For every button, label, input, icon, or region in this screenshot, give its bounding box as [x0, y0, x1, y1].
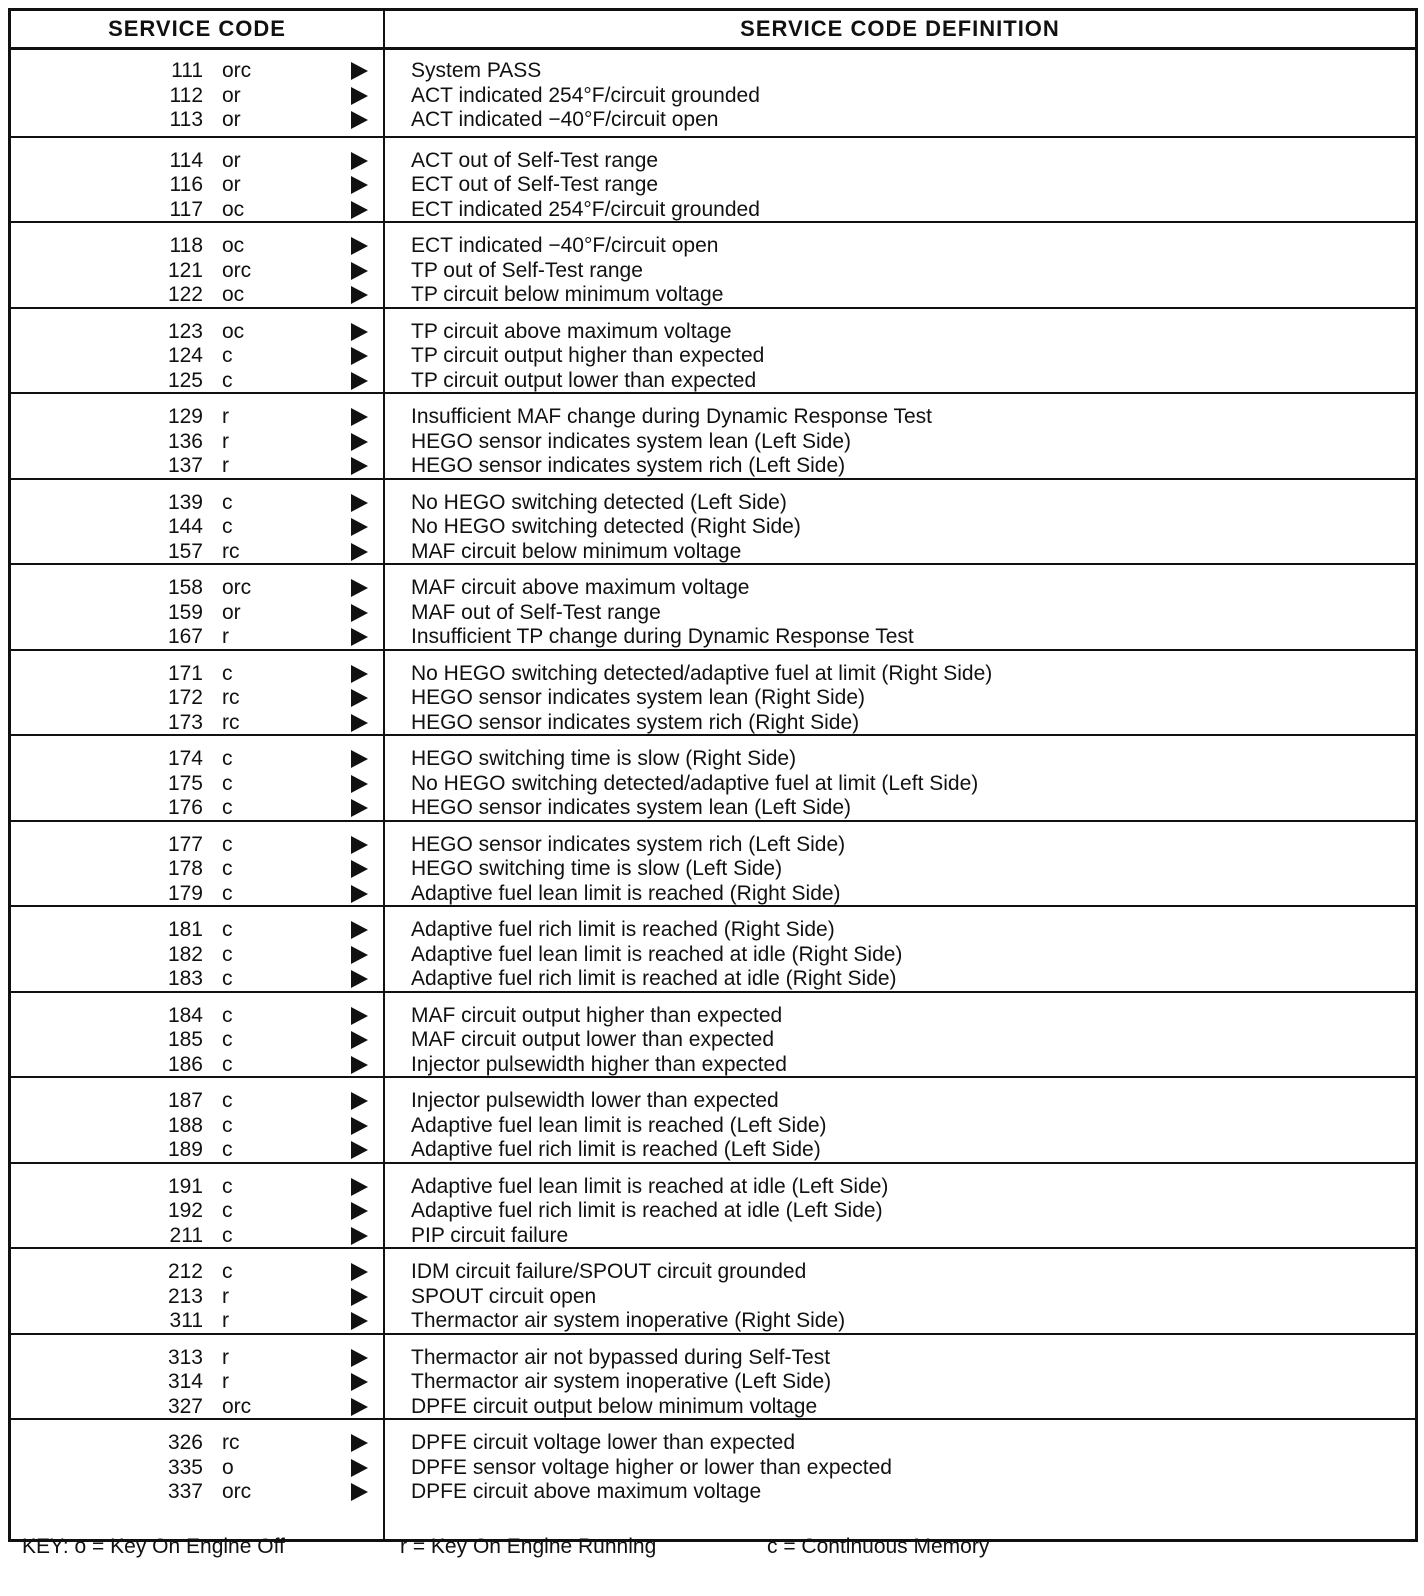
service-code-definition: Adaptive fuel lean limit is reached at idle (Left Side): [411, 1174, 889, 1198]
service-code-definition: Adaptive fuel lean limit is reached (Left Side): [411, 1113, 827, 1137]
test-mode: orc: [222, 1480, 252, 1503]
right-triangle-arrow-icon: [349, 175, 369, 195]
right-triangle-arrow-icon: [349, 1372, 369, 1392]
service-code-number: 335: [167, 1455, 203, 1479]
right-triangle-arrow-icon: [349, 1006, 369, 1026]
table-row: [11, 710, 1415, 735]
table-row: [11, 1284, 1415, 1309]
service-code-definition: Adaptive fuel rich limit is reached (Left Side): [411, 1138, 821, 1161]
test-mode: rc: [222, 539, 240, 563]
right-triangle-arrow-icon: [349, 493, 369, 513]
right-triangle-arrow-icon: [349, 432, 369, 452]
right-triangle-arrow-icon: [349, 798, 369, 818]
right-triangle-arrow-icon: [349, 407, 369, 427]
table-row: [11, 107, 1415, 132]
service-code-definition: TP circuit below minimum voltage: [411, 283, 724, 306]
test-mode: rc: [222, 710, 240, 734]
service-code-number: 116: [169, 173, 203, 196]
code-group: [11, 1247, 1415, 1332]
right-triangle-arrow-icon: [349, 236, 369, 256]
right-triangle-arrow-icon: [349, 713, 369, 733]
right-triangle-arrow-icon: [349, 1177, 369, 1197]
service-code-definition: IDM circuit failure/SPOUT circuit grounded: [411, 1260, 807, 1283]
right-triangle-arrow-icon: [349, 627, 369, 647]
test-mode: oc: [222, 283, 245, 306]
service-code-number: 137: [167, 454, 203, 477]
table-row: [11, 881, 1415, 906]
service-code-number: 114: [169, 148, 203, 172]
service-code-number: 186: [167, 1052, 203, 1076]
service-code-definition: ECT indicated −40°F/circuit open: [411, 234, 719, 257]
table-row: [11, 1088, 1415, 1113]
test-mode: or: [222, 600, 241, 624]
service-code-number: 112: [169, 83, 203, 107]
right-triangle-arrow-icon: [349, 884, 369, 904]
table-row: [11, 453, 1415, 478]
right-triangle-arrow-icon: [349, 1262, 369, 1282]
code-group: [11, 734, 1415, 819]
service-code-number: 326: [167, 1431, 203, 1454]
test-mode: orc: [222, 1394, 252, 1418]
service-code-definition: HEGO switching time is slow (Left Side): [411, 857, 783, 880]
table-row: [11, 1308, 1415, 1333]
table-row: [11, 368, 1415, 393]
table-row: [11, 1198, 1415, 1223]
right-triangle-arrow-icon: [349, 322, 369, 342]
test-mode: c: [222, 1003, 233, 1027]
test-mode: c: [222, 515, 233, 538]
right-triangle-arrow-icon: [349, 1140, 369, 1160]
test-mode: or: [222, 83, 241, 107]
header-service-code: SERVICE CODE: [108, 16, 286, 41]
service-code-definition: Thermactor air not bypassed during Self-Test: [411, 1345, 831, 1369]
code-group: [11, 221, 1415, 306]
service-code-number: 159: [167, 600, 203, 624]
table-header: [11, 11, 1415, 50]
test-mode: r: [222, 1309, 229, 1332]
service-code-number: 187: [167, 1089, 203, 1112]
table-row: [11, 490, 1415, 515]
test-mode: c: [222, 1028, 233, 1051]
code-group: [11, 1333, 1415, 1418]
table-row: [11, 83, 1415, 108]
service-code-number: 176: [167, 796, 203, 819]
service-code-definition: TP out of Self-Test range: [411, 258, 643, 282]
service-code-definition: Insufficient MAF change during Dynamic Response Test: [411, 405, 932, 428]
right-triangle-arrow-icon: [349, 969, 369, 989]
test-mode: orc: [222, 576, 252, 599]
right-triangle-arrow-icon: [349, 517, 369, 537]
service-code-number: 174: [167, 747, 203, 770]
table-row: [11, 832, 1415, 857]
right-triangle-arrow-icon: [349, 456, 369, 476]
service-code-number: 118: [169, 234, 203, 257]
table-row: [11, 148, 1415, 173]
right-triangle-arrow-icon: [349, 1397, 369, 1417]
right-triangle-arrow-icon: [349, 61, 369, 81]
test-mode: c: [222, 918, 233, 941]
service-code-number: 185: [167, 1028, 203, 1051]
code-group: [11, 991, 1415, 1076]
service-code-definition: DPFE circuit voltage lower than expected: [411, 1431, 796, 1454]
service-code-definition: HEGO sensor indicates system lean (Left Side): [411, 796, 852, 819]
right-triangle-arrow-icon: [349, 1458, 369, 1478]
table-row: [11, 282, 1415, 307]
right-triangle-arrow-icon: [349, 542, 369, 562]
table-row: [11, 795, 1415, 820]
service-code-definition: No HEGO switching detected (Right Side): [411, 515, 801, 538]
test-mode: oc: [222, 319, 245, 343]
test-mode: r: [222, 1370, 229, 1393]
right-triangle-arrow-icon: [349, 86, 369, 106]
key-c: c = Continuous Memory: [767, 1535, 990, 1558]
table-row: [11, 966, 1415, 991]
test-mode: orc: [222, 258, 252, 282]
service-code-definition: ACT indicated −40°F/circuit open: [411, 108, 719, 131]
code-group: [11, 1418, 1415, 1503]
table-row: [11, 661, 1415, 686]
test-mode: c: [222, 490, 233, 514]
table-row: [11, 172, 1415, 197]
service-code-number: 183: [167, 967, 203, 990]
service-code-number: 311: [169, 1309, 203, 1332]
right-triangle-arrow-icon: [349, 200, 369, 220]
right-triangle-arrow-icon: [349, 664, 369, 684]
service-code-definition: DPFE circuit output below minimum voltage: [411, 1394, 818, 1418]
table-row: [11, 429, 1415, 454]
test-mode: c: [222, 881, 233, 905]
table-row: [11, 746, 1415, 771]
right-triangle-arrow-icon: [349, 835, 369, 855]
service-code-definition: MAF circuit below minimum voltage: [411, 539, 742, 563]
service-code-definition: Insufficient TP change during Dynamic Response Test: [411, 625, 914, 648]
table-row: [11, 1027, 1415, 1052]
test-mode: or: [222, 148, 241, 172]
table-row: [11, 771, 1415, 796]
right-triangle-arrow-icon: [349, 1287, 369, 1307]
service-code-definition: Injector pulsewidth higher than expected: [411, 1052, 787, 1076]
service-code-number: 158: [167, 576, 203, 599]
table-row: [11, 197, 1415, 222]
service-code-table: [8, 8, 1418, 1542]
key-o: KEY: o = Key On Engine Off: [22, 1535, 285, 1558]
test-mode: c: [222, 1113, 233, 1137]
service-code-number: 172: [167, 686, 203, 709]
service-code-definition: Adaptive fuel lean limit is reached (Right Side): [411, 881, 841, 905]
test-mode: c: [222, 832, 233, 856]
service-code-number: 122: [167, 283, 203, 306]
table-row: [11, 1113, 1415, 1138]
code-group: [11, 392, 1415, 477]
service-code-definition: HEGO sensor indicates system lean (Right Side): [411, 686, 866, 709]
test-mode: c: [222, 1138, 233, 1161]
table-row: [11, 1369, 1415, 1394]
test-mode: or: [222, 108, 241, 131]
service-code-number: 113: [169, 108, 203, 131]
code-group: [11, 820, 1415, 905]
table-row: [11, 319, 1415, 344]
right-triangle-arrow-icon: [349, 920, 369, 940]
table-row: [11, 1479, 1415, 1504]
test-mode: oc: [222, 197, 245, 221]
test-mode: c: [222, 344, 233, 367]
table-row: [11, 343, 1415, 368]
table-row: [11, 1430, 1415, 1455]
service-code-definition: HEGO sensor indicates system lean (Left Side): [411, 429, 852, 453]
service-code-number: 121: [167, 258, 203, 282]
test-mode: oc: [222, 234, 245, 257]
table-row: [11, 624, 1415, 649]
right-triangle-arrow-icon: [349, 1433, 369, 1453]
right-triangle-arrow-icon: [349, 261, 369, 281]
right-triangle-arrow-icon: [349, 859, 369, 879]
table-row: [11, 404, 1415, 429]
service-code-definition: No HEGO switching detected (Left Side): [411, 490, 787, 514]
service-code-number: 129: [167, 405, 203, 428]
table-row: [11, 856, 1415, 881]
service-code-definition: MAF circuit output lower than expected: [411, 1028, 775, 1051]
service-code-number: 212: [167, 1260, 203, 1283]
test-mode: or: [222, 173, 241, 196]
table-row: [11, 1223, 1415, 1248]
code-group: [11, 563, 1415, 648]
code-group: [11, 307, 1415, 392]
table-row: [11, 1345, 1415, 1370]
service-code-definition: ACT indicated 254°F/circuit grounded: [411, 83, 760, 107]
service-code-definition: System PASS: [411, 59, 542, 82]
test-mode: r: [222, 454, 229, 477]
service-code-number: 188: [167, 1113, 203, 1137]
code-group: [11, 50, 1415, 135]
key-r: r = Key On Engine Running: [400, 1535, 657, 1558]
service-code-number: 314: [167, 1370, 203, 1393]
service-code-definition: ECT indicated 254°F/circuit grounded: [411, 197, 760, 221]
service-code-number: 179: [167, 881, 203, 905]
service-code-number: 191: [167, 1174, 203, 1198]
right-triangle-arrow-icon: [349, 688, 369, 708]
service-code-definition: DPFE circuit above maximum voltage: [411, 1480, 762, 1503]
test-mode: c: [222, 1174, 233, 1198]
table-row: [11, 685, 1415, 710]
test-mode: c: [222, 368, 233, 392]
service-code-definition: PIP circuit failure: [411, 1223, 569, 1247]
service-code-number: 167: [167, 625, 203, 648]
service-code-number: 327: [167, 1394, 203, 1418]
table-row: [11, 600, 1415, 625]
right-triangle-arrow-icon: [349, 749, 369, 769]
table-row: [11, 539, 1415, 564]
test-mode: c: [222, 771, 233, 795]
test-mode: r: [222, 405, 229, 428]
service-code-number: 171: [167, 661, 203, 685]
service-code-definition: MAF out of Self-Test range: [411, 600, 661, 624]
service-code-number: 177: [167, 832, 203, 856]
test-mode: c: [222, 1260, 233, 1283]
service-code-number: 173: [167, 710, 203, 734]
test-mode: rc: [222, 686, 240, 709]
right-triangle-arrow-icon: [349, 945, 369, 965]
test-mode: c: [222, 1052, 233, 1076]
right-triangle-arrow-icon: [349, 1482, 369, 1502]
service-code-definition: SPOUT circuit open: [411, 1284, 597, 1308]
test-mode: c: [222, 661, 233, 685]
right-triangle-arrow-icon: [349, 603, 369, 623]
code-group: [11, 1076, 1415, 1161]
code-group: [11, 136, 1415, 221]
service-code-number: 178: [167, 857, 203, 880]
service-code-number: 117: [169, 197, 203, 221]
service-code-definition: Adaptive fuel rich limit is reached at idle (Left Side): [411, 1199, 883, 1222]
test-mode: orc: [222, 59, 252, 82]
test-mode: c: [222, 1089, 233, 1112]
right-triangle-arrow-icon: [349, 285, 369, 305]
table-row: [11, 1174, 1415, 1199]
service-code-definition: HEGO sensor indicates system rich (Right Side): [411, 710, 860, 734]
service-code-number: 213: [167, 1284, 203, 1308]
service-code-number: 111: [171, 59, 203, 82]
service-code-number: 157: [167, 539, 203, 563]
table-row: [11, 1003, 1415, 1028]
service-code-number: 337: [167, 1480, 203, 1503]
right-triangle-arrow-icon: [349, 1091, 369, 1111]
service-code-definition: ACT out of Self-Test range: [411, 148, 659, 172]
code-group: [11, 905, 1415, 990]
code-group: [11, 649, 1415, 734]
service-code-number: 175: [167, 771, 203, 795]
right-triangle-arrow-icon: [349, 371, 369, 391]
table-row: [11, 58, 1415, 83]
service-code-definition: TP circuit output higher than expected: [411, 344, 765, 367]
code-group: [11, 1162, 1415, 1247]
service-code-number: 181: [167, 918, 203, 941]
table-row: [11, 1455, 1415, 1480]
right-triangle-arrow-icon: [349, 578, 369, 598]
service-code-definition: MAF circuit above maximum voltage: [411, 576, 750, 599]
right-triangle-arrow-icon: [349, 110, 369, 130]
test-mode: c: [222, 942, 233, 966]
service-code-definition: No HEGO switching detected/adaptive fuel at limit (Left Side): [411, 771, 979, 795]
right-triangle-arrow-icon: [349, 1055, 369, 1075]
test-mode: c: [222, 1223, 233, 1247]
service-code-definition: TP circuit output lower than expected: [411, 368, 757, 392]
service-code-definition: ECT out of Self-Test range: [411, 173, 659, 196]
table-row: [11, 258, 1415, 283]
right-triangle-arrow-icon: [349, 774, 369, 794]
service-code-number: 211: [169, 1223, 203, 1247]
service-code-number: 182: [167, 942, 203, 966]
service-code-number: 189: [167, 1138, 203, 1161]
table-row: [11, 1394, 1415, 1419]
test-mode: r: [222, 1345, 229, 1369]
test-mode: r: [222, 625, 229, 648]
test-mode: c: [222, 796, 233, 819]
table-row: [11, 514, 1415, 539]
service-code-definition: Adaptive fuel rich limit is reached at idle (Right Side): [411, 967, 897, 990]
service-code-definition: Adaptive fuel rich limit is reached (Right Side): [411, 918, 835, 941]
service-code-definition: Injector pulsewidth lower than expected: [411, 1089, 779, 1112]
service-code-definition: HEGO sensor indicates system rich (Left Side): [411, 832, 846, 856]
service-code-number: 184: [167, 1003, 203, 1027]
service-code-number: 192: [167, 1199, 203, 1222]
right-triangle-arrow-icon: [349, 1311, 369, 1331]
right-triangle-arrow-icon: [349, 151, 369, 171]
table-row: [11, 233, 1415, 258]
test-mode: c: [222, 857, 233, 880]
service-code-number: 313: [167, 1345, 203, 1369]
table-row: [11, 1052, 1415, 1077]
table-row: [11, 575, 1415, 600]
right-triangle-arrow-icon: [349, 346, 369, 366]
service-code-definition: DPFE sensor voltage higher or lower than expected: [411, 1455, 892, 1479]
service-code-definition: No HEGO switching detected/adaptive fuel at limit (Right Side): [411, 661, 993, 685]
service-code-number: 123: [167, 319, 203, 343]
service-code-number: 144: [167, 515, 203, 538]
code-group: [11, 478, 1415, 563]
service-code-definition: HEGO switching time is slow (Right Side): [411, 747, 797, 770]
right-triangle-arrow-icon: [349, 1201, 369, 1221]
test-mode: o: [222, 1455, 234, 1479]
service-code-definition: Adaptive fuel lean limit is reached at idle (Right Side): [411, 942, 903, 966]
test-mode: c: [222, 1199, 233, 1222]
test-mode: r: [222, 1284, 229, 1308]
right-triangle-arrow-icon: [349, 1226, 369, 1246]
test-mode: r: [222, 429, 229, 453]
service-code-number: 125: [167, 368, 203, 392]
table-row: [11, 1137, 1415, 1162]
service-code-definition: Thermactor air system inoperative (Right Side): [411, 1309, 846, 1332]
right-triangle-arrow-icon: [349, 1116, 369, 1136]
test-mode: c: [222, 747, 233, 770]
service-code-definition: MAF circuit output higher than expected: [411, 1003, 783, 1027]
header-service-code-definition: SERVICE CODE DEFINITION: [740, 16, 1060, 41]
table-row: [11, 1259, 1415, 1284]
test-mode: rc: [222, 1431, 240, 1454]
table-row: [11, 942, 1415, 967]
test-mode: c: [222, 967, 233, 990]
service-code-number: 139: [167, 490, 203, 514]
service-code-number: 136: [167, 429, 203, 453]
service-code-definition: TP circuit above maximum voltage: [411, 319, 732, 343]
service-code-number: 124: [167, 344, 203, 367]
table-row: [11, 917, 1415, 942]
service-code-definition: Thermactor air system inoperative (Left Side): [411, 1370, 832, 1393]
service-code-definition: HEGO sensor indicates system rich (Left Side): [411, 454, 846, 477]
right-triangle-arrow-icon: [349, 1030, 369, 1050]
right-triangle-arrow-icon: [349, 1348, 369, 1368]
